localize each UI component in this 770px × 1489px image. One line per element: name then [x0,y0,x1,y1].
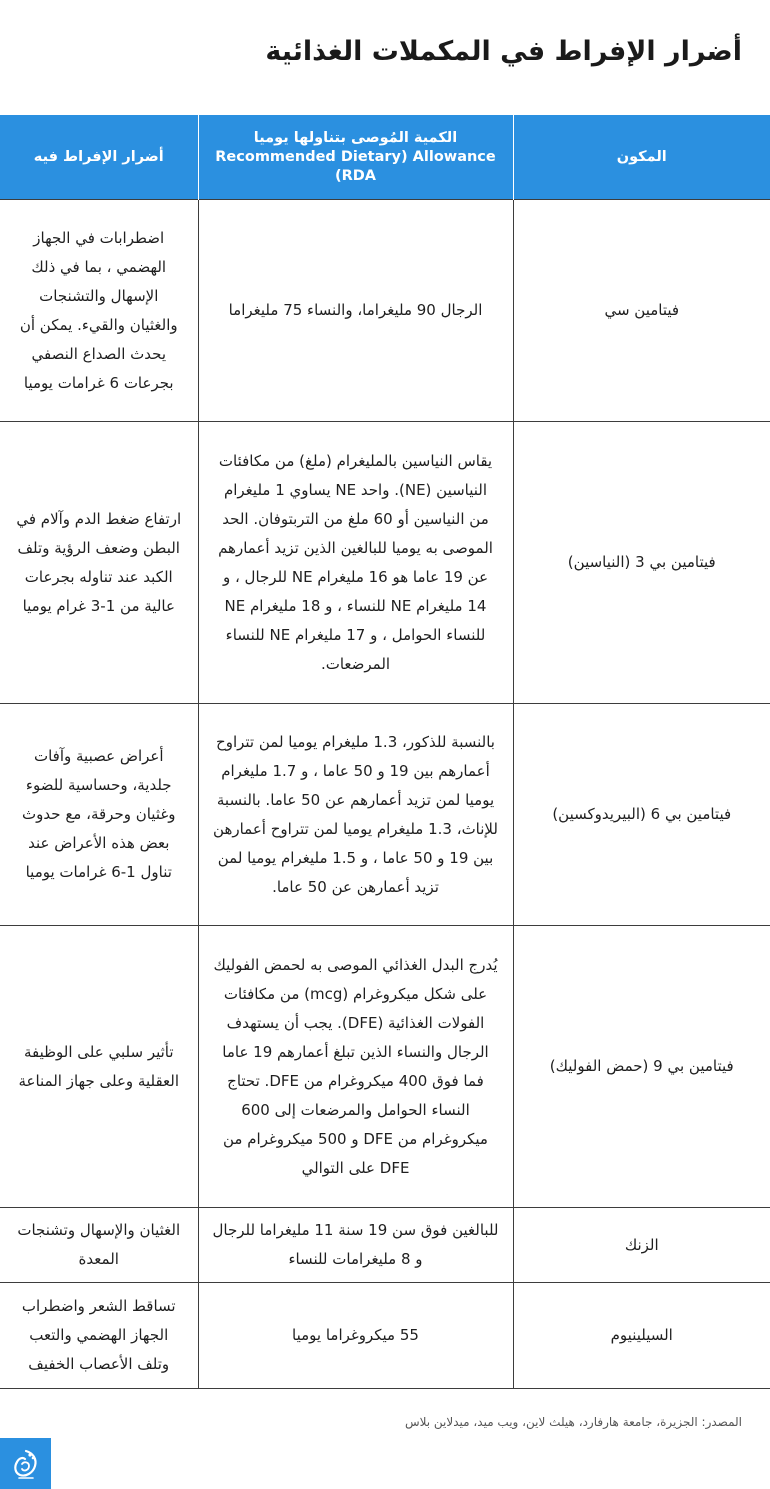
cell-rda: 55 ميكروغراما يوميا [198,1283,513,1389]
cell-component: فيتامين بي 9 (حمض الفوليك) [513,926,770,1208]
cell-harms: اضطرابات في الجهاز الهضمي ، بما في ذلك الإسهال والتشنجات والغثيان والقيء. يمكن أن يحدث الصداع النصفي بجرعات 6 غرامات يوميا [0,200,198,422]
table-row [0,422,770,704]
header-rda-en: Recommended Dietary) Allowance (RDA [215,148,496,184]
page-title: أضرار الإفراط في المكملات الغذائية [265,36,742,67]
cell-component: فيتامين بي 3 (النياسين) [513,422,770,704]
table-row [0,200,770,422]
table-row [0,1283,770,1389]
cell-component: الزنك [513,1208,770,1283]
header-harms: أضرار الإفراط فيه [0,115,198,200]
header-component: المكون [513,115,770,200]
cell-rda: للبالغين فوق سن 19 سنة 11 مليغراما للرجال و 8 مليغرامات للنساء [198,1208,513,1283]
cell-harms: الغثيان والإسهال وتشنجات المعدة [0,1208,198,1283]
table-row [0,1208,770,1283]
source-note: المصدر: الجزيرة، جامعة هارفارد، هيلث لاين، ويب ميد، ميدلاين بلاس [404,1415,742,1429]
cell-rda: يُدرج البدل الغذائي الموصى به لحمض الفوليك على شكل ميكروغرام (mcg) من مكافئات الفولات الغذائية (DFE). يجب أن يستهدف الرجال والنساء الذين تبلغ أعمارهم 19 عاما فما فوق 400 ميكروغرام من DFE. تحتاج النساء الحوامل والمرضعات إلى 600 ميكروغرام من DFE و 500 ميكروغرام من DFE على التوالي [198,926,513,1208]
header-rda-ar: الكمية المُوصى بتناولها يوميا [253,129,458,146]
cell-component: فيتامين سي [513,200,770,422]
cell-harms: أعراض عصبية وآفات جلدية، وحساسية للضوء وغثيان وحرقة، مع حدوث بعض هذه الأعراض عند تناول 1-6 غرامات يوميا [0,704,198,926]
table-row [0,704,770,926]
aljazeera-logo-icon [11,1447,41,1481]
cell-rda: يقاس النياسين بالمليغرام (ملغ) من مكافئات النياسين (NE). واحد NE يساوي 1 مليغرام من النياسين أو 60 ملغ من التربتوفان. الحد الموصى به يوميا للبالغين الذين تزيد أعمارهم عن 19 عاما هو 16 مليغرام NE للرجال ، و 14 مليغرام NE للنساء ، و 18 مليغرام NE للنساء الحوامل ، و 17 مليغرام NE للنساء المرضعات. [198,422,513,704]
supplements-table [0,115,770,1389]
aljazeera-logo[interactable] [0,1438,51,1489]
cell-component: السيلينيوم [513,1283,770,1389]
cell-harms: ارتفاع ضغط الدم وآلام في البطن وضعف الرؤية وتلف الكبد عند تناوله بجرعات عالية من 1-3 غرام يوميا [0,422,198,704]
cell-harms: تساقط الشعر واضطراب الجهاز الهضمي والتعب وتلف الأعصاب الخفيف [0,1283,198,1389]
cell-component: فيتامين بي 6 (البيريدوكسين) [513,704,770,926]
cell-rda: بالنسبة للذكور، 1.3 مليغرام يوميا لمن تتراوح أعمارهم بين 19 و 50 عاما ، و 1.7 مليغرام يوميا لمن تزيد أعمارهم عن 50 عاما. بالنسبة للإناث، 1.3 مليغرام يوميا لمن تتراوح أعمارهن بين 19 و 50 عاما ، و 1.5 مليغرام يوميا لمن تزيد أعمارهن عن 50 عاما. [198,704,513,926]
header-rda [198,115,513,200]
cell-harms: تأثير سلبي على الوظيفة العقلية وعلى جهاز المناعة [0,926,198,1208]
table-row [0,926,770,1208]
table-header-row [0,115,770,200]
cell-rda: الرجال 90 مليغراما، والنساء 75 مليغراما [198,200,513,422]
